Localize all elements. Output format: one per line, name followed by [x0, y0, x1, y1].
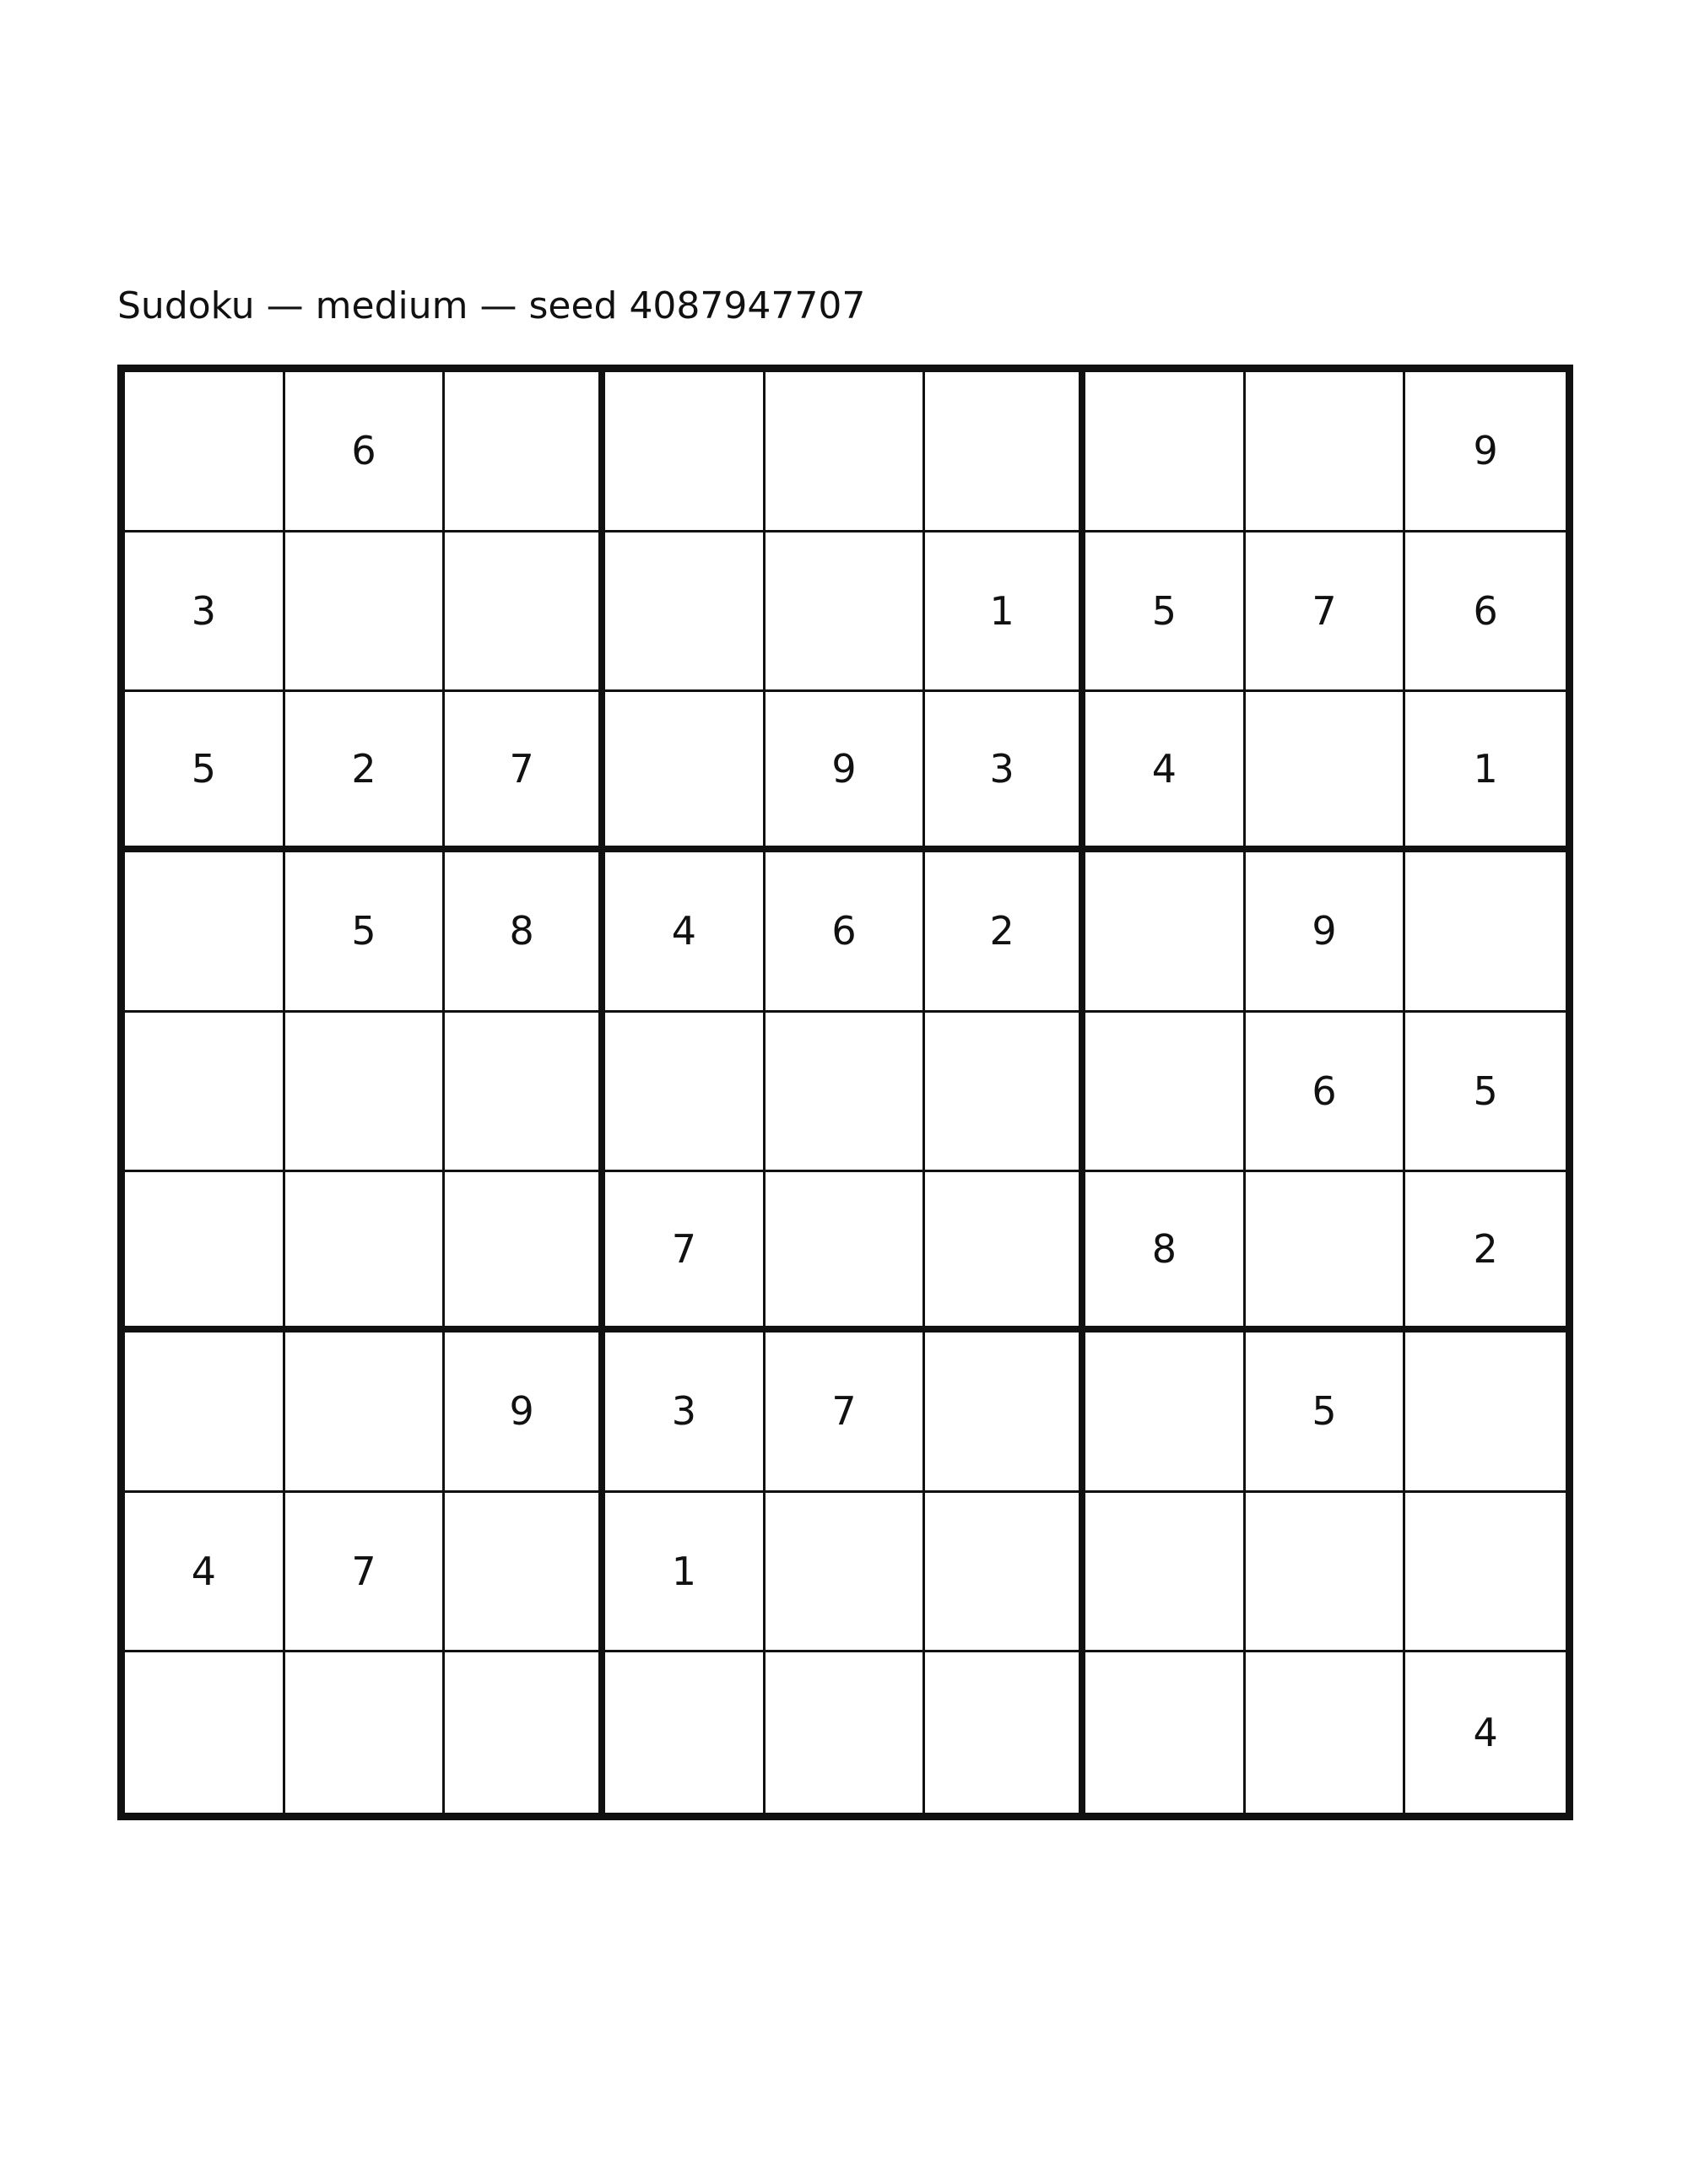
empty-cell[interactable] — [605, 1013, 766, 1173]
given-cell: 4 — [1085, 692, 1246, 852]
empty-cell[interactable] — [285, 1172, 446, 1333]
given-cell: 6 — [1246, 1013, 1406, 1173]
given-cell: 2 — [285, 692, 446, 852]
empty-cell[interactable] — [125, 1652, 285, 1813]
empty-cell[interactable] — [445, 372, 605, 532]
empty-cell[interactable] — [1085, 1652, 1246, 1813]
empty-cell[interactable] — [285, 1652, 446, 1813]
empty-cell[interactable] — [1246, 1172, 1406, 1333]
given-cell: 7 — [1246, 532, 1406, 693]
empty-cell[interactable] — [125, 372, 285, 532]
given-cell: 3 — [925, 692, 1085, 852]
given-cell: 8 — [445, 852, 605, 1013]
empty-cell[interactable] — [766, 372, 926, 532]
empty-cell[interactable] — [285, 1333, 446, 1493]
empty-cell[interactable] — [925, 1333, 1085, 1493]
empty-cell[interactable] — [445, 1652, 605, 1813]
given-cell: 2 — [925, 852, 1085, 1013]
empty-cell[interactable] — [445, 1013, 605, 1173]
given-cell: 9 — [1246, 852, 1406, 1013]
empty-cell[interactable] — [1246, 1493, 1406, 1653]
given-cell: 7 — [285, 1493, 446, 1653]
given-cell: 5 — [285, 852, 446, 1013]
empty-cell[interactable] — [1246, 1652, 1406, 1813]
empty-cell[interactable] — [766, 1013, 926, 1173]
given-cell: 5 — [1085, 532, 1246, 693]
empty-cell[interactable] — [445, 1172, 605, 1333]
empty-cell[interactable] — [1246, 372, 1406, 532]
empty-cell[interactable] — [605, 1652, 766, 1813]
empty-cell[interactable] — [125, 1013, 285, 1173]
empty-cell[interactable] — [766, 1493, 926, 1653]
given-cell: 9 — [445, 1333, 605, 1493]
empty-cell[interactable] — [605, 532, 766, 693]
given-cell: 4 — [1405, 1652, 1566, 1813]
empty-cell[interactable] — [925, 1652, 1085, 1813]
empty-cell[interactable] — [925, 1172, 1085, 1333]
given-cell: 3 — [125, 532, 285, 693]
empty-cell[interactable] — [605, 692, 766, 852]
empty-cell[interactable] — [125, 1333, 285, 1493]
empty-cell[interactable] — [766, 532, 926, 693]
given-cell: 6 — [766, 852, 926, 1013]
given-cell: 9 — [1405, 372, 1566, 532]
given-cell: 1 — [1405, 692, 1566, 852]
empty-cell[interactable] — [285, 1013, 446, 1173]
empty-cell[interactable] — [125, 852, 285, 1013]
empty-cell[interactable] — [285, 532, 446, 693]
given-cell: 5 — [125, 692, 285, 852]
empty-cell[interactable] — [1405, 1333, 1566, 1493]
empty-cell[interactable] — [766, 1172, 926, 1333]
given-cell: 4 — [125, 1493, 285, 1653]
given-cell: 3 — [605, 1333, 766, 1493]
given-cell: 8 — [1085, 1172, 1246, 1333]
empty-cell[interactable] — [925, 372, 1085, 532]
given-cell: 9 — [766, 692, 926, 852]
given-cell: 7 — [605, 1172, 766, 1333]
sudoku-board — [117, 365, 1573, 1820]
empty-cell[interactable] — [1405, 1493, 1566, 1653]
empty-cell[interactable] — [1085, 1333, 1246, 1493]
given-cell: 4 — [605, 852, 766, 1013]
empty-cell[interactable] — [125, 1172, 285, 1333]
empty-cell[interactable] — [1085, 1493, 1246, 1653]
given-cell: 1 — [925, 532, 1085, 693]
empty-cell[interactable] — [925, 1493, 1085, 1653]
empty-cell[interactable] — [1246, 692, 1406, 852]
given-cell: 5 — [1246, 1333, 1406, 1493]
given-cell: 5 — [1405, 1013, 1566, 1173]
given-cell: 2 — [1405, 1172, 1566, 1333]
empty-cell[interactable] — [1085, 1013, 1246, 1173]
empty-cell[interactable] — [445, 532, 605, 693]
given-cell: 1 — [605, 1493, 766, 1653]
empty-cell[interactable] — [445, 1493, 605, 1653]
empty-cell[interactable] — [766, 1652, 926, 1813]
empty-cell[interactable] — [1085, 852, 1246, 1013]
empty-cell[interactable] — [925, 1013, 1085, 1173]
given-cell: 6 — [1405, 532, 1566, 693]
puzzle-title: Sudoku — medium — seed 4087947707 — [117, 284, 866, 327]
empty-cell[interactable] — [605, 372, 766, 532]
given-cell: 6 — [285, 372, 446, 532]
empty-cell[interactable] — [1405, 852, 1566, 1013]
empty-cell[interactable] — [1085, 372, 1246, 532]
given-cell: 7 — [445, 692, 605, 852]
given-cell: 7 — [766, 1333, 926, 1493]
